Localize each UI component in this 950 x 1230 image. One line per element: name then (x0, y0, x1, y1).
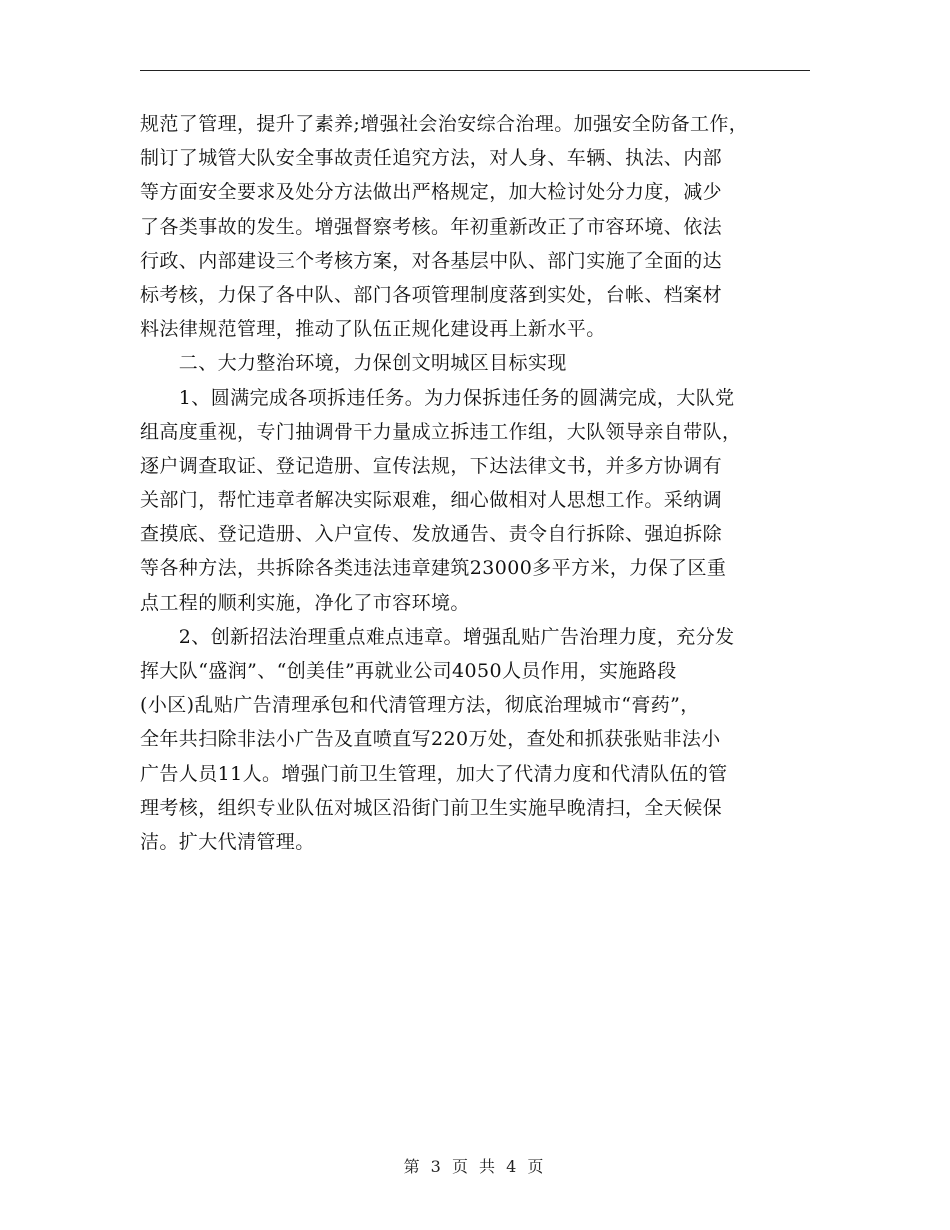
body-line: 挥大队“盛润”、“创美佳”再就业公司4050人员作用，实施路段 (140, 660, 677, 682)
body-line: 全年共扫除非法小广告及直喷直写220万处，查处和抓获张贴非法小 (140, 728, 721, 751)
body-line: 1、圆满完成各项拆违任务。为力保拆违任务的圆满完成，大队党 (140, 386, 735, 409)
section-heading: 二、大力整治环境，力保创文明城区目标实现 (140, 352, 567, 375)
header-rule (140, 70, 810, 71)
body-line: (小区)乱贴广告清理承包和代清管理方法，彻底治理城市“膏药”， (140, 694, 700, 717)
body-line: 逐户调查取证、登记造册、宣传法规，下达法律文书，并多方协调有 (140, 454, 723, 477)
body-line: 关部门，帮忙违章者解决实际艰难，细心做相对人思想工作。采纳调 (140, 489, 723, 512)
body-line: 组高度重视，专门抽调骨干力量成立拆违工作组，大队领导亲自带队， (140, 420, 742, 443)
body-line: 行政、内部建设三个考核方案，对各基层中队、部门实施了全面的达 (140, 249, 723, 272)
body-line: 标考核，力保了各中队、部门各项管理制度落到实处，台帐、档案材 (140, 283, 723, 306)
page-number-footer: 第 3 页 共 4 页 (403, 1157, 547, 1176)
body-line: 2、创新招法治理重点难点违章。增强乱贴广告治理力度，充分发 (140, 625, 735, 648)
body-line: 料法律规范管理，推动了队伍正规化建设再上新水平。 (140, 318, 606, 341)
body-line: 了各类事故的发生。增强督察考核。年初重新改正了市容环境、依法 (140, 215, 723, 238)
body-line: 规范了管理，提升了素养;增强社会治安综合治理。加强安全防备工作， (140, 113, 749, 135)
body-line: 点工程的顺利实施，净化了市容环境。 (140, 591, 470, 614)
body-line: 等各种方法，共拆除各类违法违章建筑23000多平方米，力保了区重 (140, 557, 727, 580)
body-line: 等方面安全要求及处分方法做出严格规定，加大检讨处分力度，减少 (140, 181, 723, 204)
body-line: 制订了城管大队安全事故责任追究方法，对人身、车辆、执法、内部 (140, 147, 723, 170)
document-body (140, 107, 820, 859)
body-line: 理考核，组织专业队伍对城区沿街门前卫生实施早晚清扫，全天候保 (140, 796, 723, 819)
body-line: 洁。扩大代清管理。 (140, 830, 315, 853)
body-line: 广告人员11人。增强门前卫生管理，加大了代清力度和代清队伍的管 (140, 762, 728, 785)
body-line: 查摸底、登记造册、入户宣传、发放通告、责令自行拆除、强迫拆除 (140, 523, 723, 546)
